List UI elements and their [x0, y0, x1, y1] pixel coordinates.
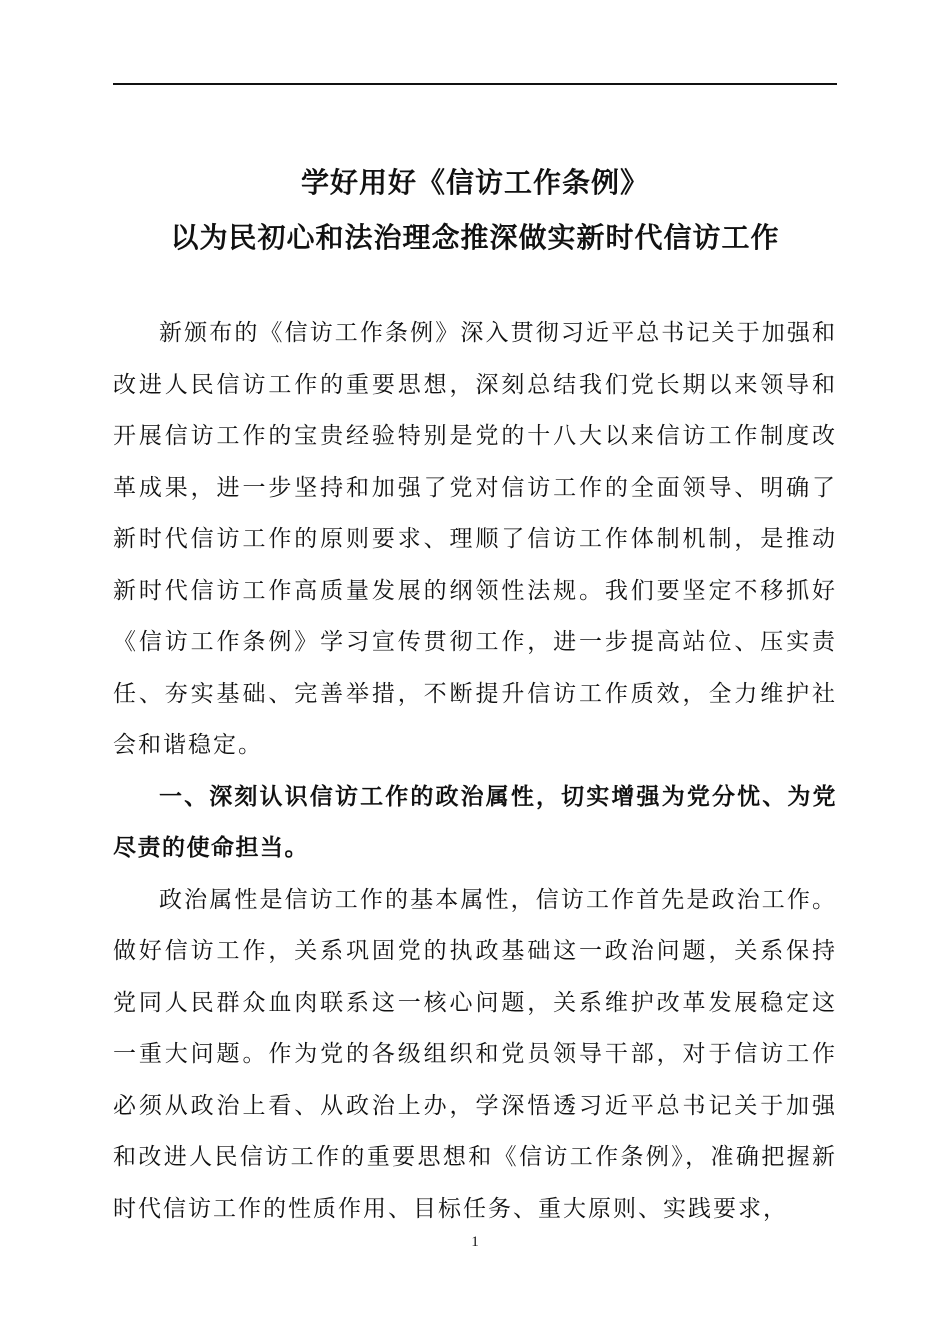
intro-paragraph: 新颁布的《信访工作条例》深入贯彻习近平总书记关于加强和改进人民信访工作的重要思想，深刻总结我们党长期以来领导和开展信访工作的宝贵经验特别是党的十八大以来信访工作制度改革成果，进一步坚持和加强了党对信访工作的全面领导、明确了新时代信访工作的原则要求、理顺了信访工作体制机制，是推动新时代信访工作高质量发展的纲领性法规。我们要坚定不移抓好《信访工作条例》学习宣传贯彻工作，进一步提高站位、压实责任、夯实基础、完善举措，不断提升信访工作质效，全力维护社会和谐稳定。	[113, 320, 837, 758]
page-number: 1	[471, 1234, 479, 1250]
document-body	[113, 308, 837, 1235]
section-1-paragraph: 政治属性是信访工作的基本属性，信访工作首先是政治工作。做好信访工作，关系巩固党的执政基础这一政治问题，关系保持党同人民群众血肉联系这一核心问题，关系维护改革发展稳定这一重大问题。作为党的各级组织和党员领导干部，对于信访工作必须从政治上看、从政治上办，学深悟透习近平总书记关于加强和改进人民信访工作的重要思想和《信访工作条例》，准确把握新时代信访工作的性质作用、目标任务、重大原则、实践要求，	[113, 886, 837, 1222]
header-rule	[113, 83, 837, 85]
section-heading-1: 一、深刻认识信访工作的政治属性，切实增强为党分忧、为党尽责的使命担当。	[113, 783, 837, 861]
document-title-line-1: 学好用好《信访工作条例》	[300, 166, 649, 199]
document-title-line-2: 以为民初心和法治理念推深做实新时代信访工作	[170, 221, 780, 254]
